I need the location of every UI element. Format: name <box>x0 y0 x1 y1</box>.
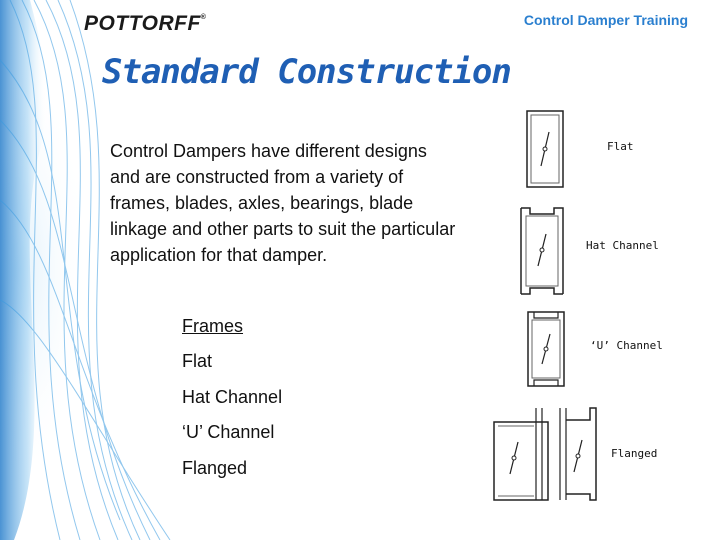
logo-text: POTTORFF <box>84 12 201 35</box>
list-item: ‘U’ Channel <box>182 422 275 442</box>
page-title: Standard Construction <box>102 52 511 92</box>
pottorff-logo <box>84 12 206 36</box>
course-title: Control Damper Training <box>523 12 688 28</box>
diagram-label: Hat Channel <box>586 239 659 252</box>
list-item: Flanged <box>182 457 248 478</box>
list-item: Hat Channel <box>182 386 283 407</box>
frames-list <box>182 350 282 492</box>
registered-mark: ® <box>200 14 207 21</box>
hat-channel-diagram <box>518 204 566 298</box>
flat-frame-diagram <box>526 110 566 190</box>
u-channel-diagram <box>526 310 566 388</box>
diagram-label: Flanged <box>611 447 658 460</box>
flanged-frame-diagram-left <box>492 406 550 504</box>
list-item: Flat <box>182 351 213 371</box>
body-paragraph: Control Dampers have different designs and are constructed from a variety of frames, blades, axles, bearings, blade linkage and other parts to suit the particular application for that damper. <box>110 141 456 265</box>
frames-heading: Frames <box>182 316 244 336</box>
diagram-label: ‘U’ Channel <box>590 339 663 352</box>
diagram-label: Flat <box>607 140 634 153</box>
flanged-frame-diagram-right <box>556 406 598 504</box>
